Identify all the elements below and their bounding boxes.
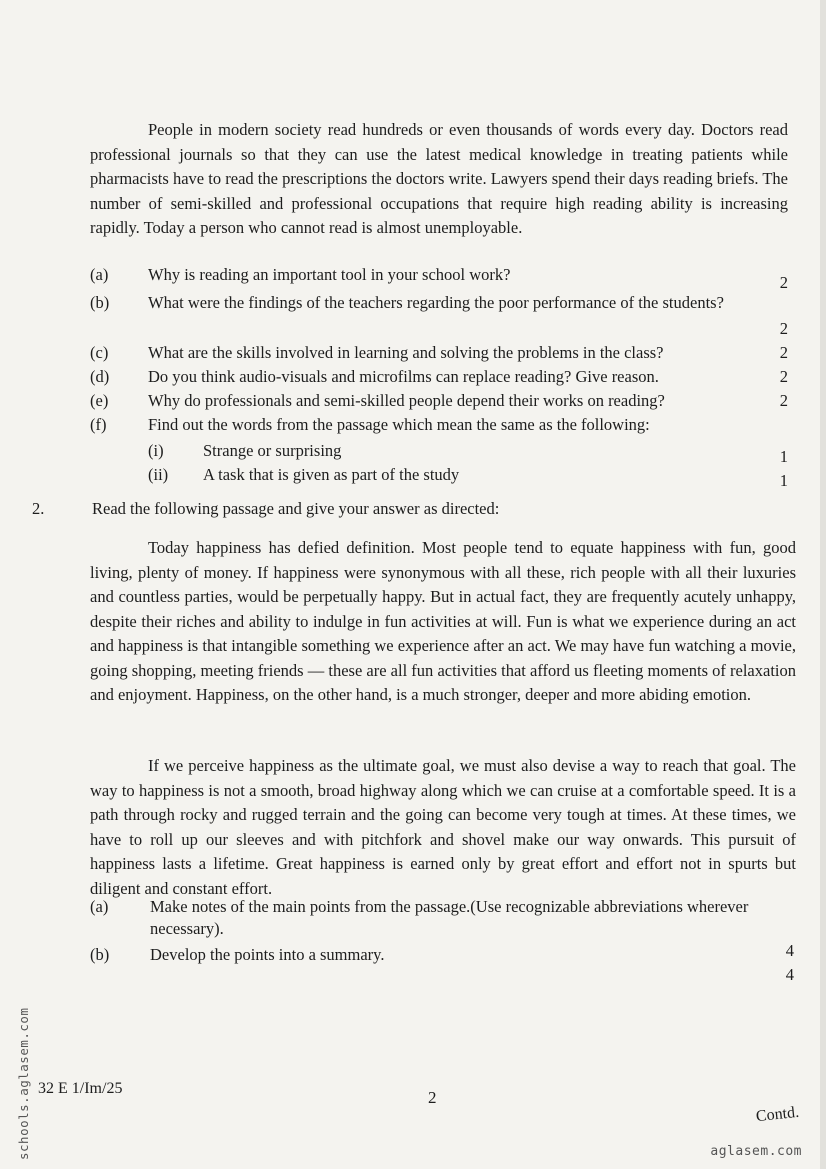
sub-question-marks: 1 [779, 471, 788, 490]
question-letter: (b) [90, 293, 110, 312]
question-marks: 2 [779, 391, 788, 410]
question-1a [90, 264, 788, 292]
question-marks: 4 [785, 941, 794, 960]
sub-question-marks: 1 [779, 447, 788, 466]
question-1b [90, 292, 788, 336]
question-letter: (a) [90, 897, 109, 916]
question-1d [90, 366, 788, 388]
scan-edge [820, 0, 826, 1169]
question-marks: 2 [779, 343, 788, 362]
question-marks: 4 [785, 965, 794, 984]
question-2-heading [32, 498, 788, 520]
question-text: Why is reading an important tool in your school work? [148, 265, 511, 284]
sub-question-number: (ii) [148, 465, 169, 484]
question-text: Do you think audio-visuals and microfilms can replace reading? Give reason. [148, 367, 659, 386]
side-watermark: schools.aglasem.com [16, 1007, 31, 1160]
question-number: 2. [32, 499, 45, 518]
sub-question-text: Strange or surprising [203, 441, 342, 460]
question-letter: (d) [90, 367, 110, 386]
question-letter: (e) [90, 391, 109, 410]
question-1f [90, 414, 788, 436]
question-text: Make notes of the main points from the passage.(Use recognizable abbreviations wherever necessary). [150, 897, 749, 938]
question-instruction: Read the following passage and give your answer as directed: [92, 499, 500, 518]
question-marks: 2 [779, 319, 788, 338]
question-letter: (c) [90, 343, 109, 362]
question-marks: 2 [779, 367, 788, 386]
question-text: What were the findings of the teachers regarding the poor performance of the students? [148, 293, 724, 312]
sub-question-1f-ii [148, 464, 788, 490]
passage-2-paragraph-1: Today happiness has defied definition. Most people tend to equate happiness with fun, good living, plenty of money. If happiness were synonymous with all these, rich people with all their luxuries and countless parties, would be perpetually happy. But in actual fact, they are frequently acutely unhappy, despite their riches and ability to indulge in fun activities at will. Fun is what we experience during an act and happiness is that intangible something we experience after an act. We may have fun watching a movie, going shopping, meeting friends — these are all fun activities that afford us fleeting moments of relaxation and enjoyment. Happiness, on the other hand, is a much stronger, deeper and more abiding emotion. [90, 538, 796, 704]
sub-question-number: (i) [148, 441, 164, 460]
passage-2-paragraph-2: If we perceive happiness as the ultimate goal, we must also devise a way to reach that goal. The way to happiness is not a smooth, broad highway along which we can cruise at a comfortable speed. It is a path through rocky and rugged terrain and the going can become very tough at times. At these times, we have to roll up our sleeves and with pitchfork and shovel make our way onwards. This pursuit of happiness lasts a lifetime. Great happiness is earned only by great effort and effort not in spurts but diligent and constant effort. [90, 756, 796, 898]
page-number: 2 [428, 1088, 437, 1107]
question-text: Why do professionals and semi-skilled people depend their works on reading? [148, 391, 665, 410]
question-text: What are the skills involved in learning and solving the problems in the class? [148, 343, 664, 362]
question-marks: 2 [779, 273, 788, 292]
question-1c [90, 342, 788, 364]
question-text: Find out the words from the passage which mean the same as the following: [148, 415, 650, 434]
continued-label: Contd. [755, 1103, 800, 1126]
question-letter: (f) [90, 415, 107, 434]
passage-1: People in modern society read hundreds or even thousands of words every day. Doctors read professional journals so that they can use the latest medical knowledge in treating patients while pharmacists have to read the prescriptions the doctors write. Lawyers spend their days reading briefs. The number of semi-skilled and professional occupations that require high reading ability is increasing rapidly. Today a person who cannot read is almost unemployable. [90, 120, 788, 237]
question-1e [90, 390, 788, 412]
sub-question-text: A task that is given as part of the study [203, 465, 460, 484]
question-letter: (a) [90, 265, 109, 284]
bottom-watermark: aglasem.com [710, 1144, 802, 1159]
paper-code: 32 E 1/Im/25 [38, 1080, 123, 1097]
question-text: Develop the points into a summary. [150, 945, 385, 964]
question-letter: (b) [90, 945, 110, 964]
question-2b [90, 944, 798, 988]
sub-question-1f-i [148, 440, 788, 466]
